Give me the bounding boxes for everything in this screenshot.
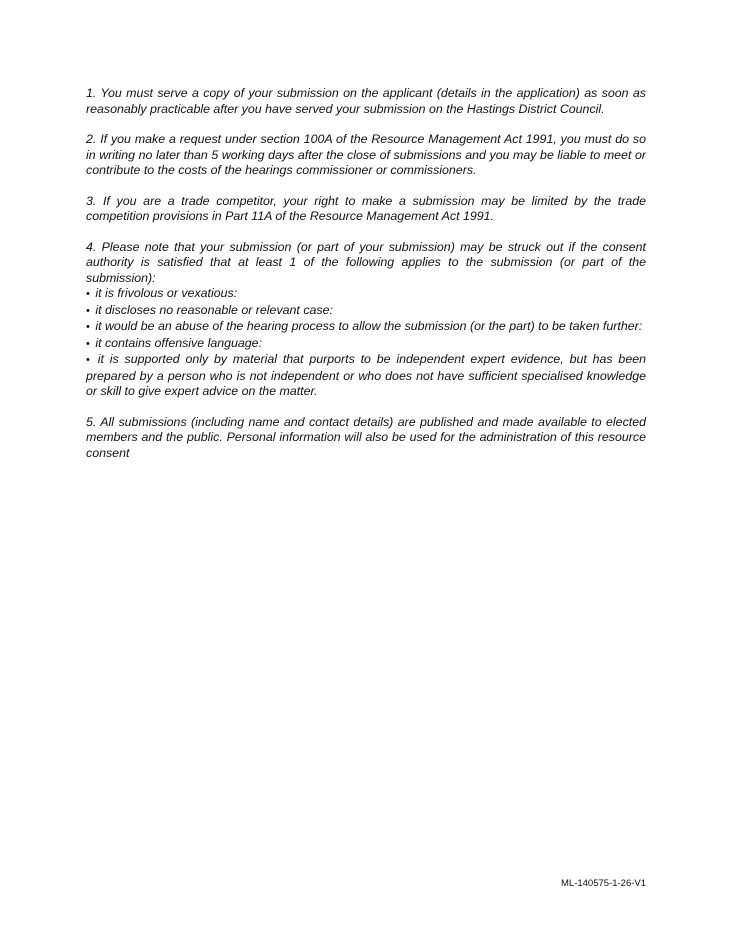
bullet-text: it would be an abuse of the hearing process to allow the submission (or the part) to be taken further: (95, 319, 643, 333)
document-reference: ML-140575-1-26-V1 (561, 878, 647, 889)
note-5: 5. All submissions (including name and contact details) are published and made available to elected members and the public. Personal information will also be used for the administration of this resource consent (86, 414, 646, 460)
bullet-icon: • (86, 288, 90, 300)
bullet-icon: • (86, 354, 90, 366)
bullet-icon: • (86, 337, 90, 350)
note-4-bullet (86, 319, 646, 336)
bullet-text: it is frivolous or vexatious: (95, 286, 238, 300)
note-4-intro: 4. Please note that your submission (or part of your submission) may be struck out if the consent authority is satisfied that at least 1 of the following applies to the submission (or part of the submission): (86, 239, 646, 285)
note-3: 3. If you are a trade competitor, your right to make a submission may be limited by the trade competition provisions in Part 11A of the Resource Management Act 1991. (86, 193, 646, 223)
bullet-icon: • (86, 321, 90, 333)
note-4-bullet (86, 303, 646, 320)
bullet-text: it is supported only by material that purports to be independent expert evidence, but has been prepared by a person who is not independent or who does not have sufficient specialised knowledge or skill to give expert advice on the matter. (86, 352, 646, 398)
bullet-icon: • (86, 304, 90, 317)
submission-notes (86, 86, 646, 476)
note-4-bullet (86, 286, 646, 303)
note-4-bullet (86, 352, 646, 400)
note-4 (86, 240, 646, 400)
note-1: 1. You must serve a copy of your submission on the applicant (details in the application) as soon as reasonably practicable after you have served your submission on the Hastings District Council. (86, 86, 646, 116)
bullet-text: it discloses no reasonable or relevant case: (95, 302, 333, 317)
bullet-text: it contains offensive language: (95, 335, 263, 350)
note-4-bullet (86, 336, 646, 353)
note-2: 2. If you make a request under section 100A of the Resource Management Act 1991, you must do so in writing no later than 5 working days after the close of submissions and you may be liable to meet or contribute to the costs of the hearings commissioner or commissioners. (86, 132, 646, 177)
